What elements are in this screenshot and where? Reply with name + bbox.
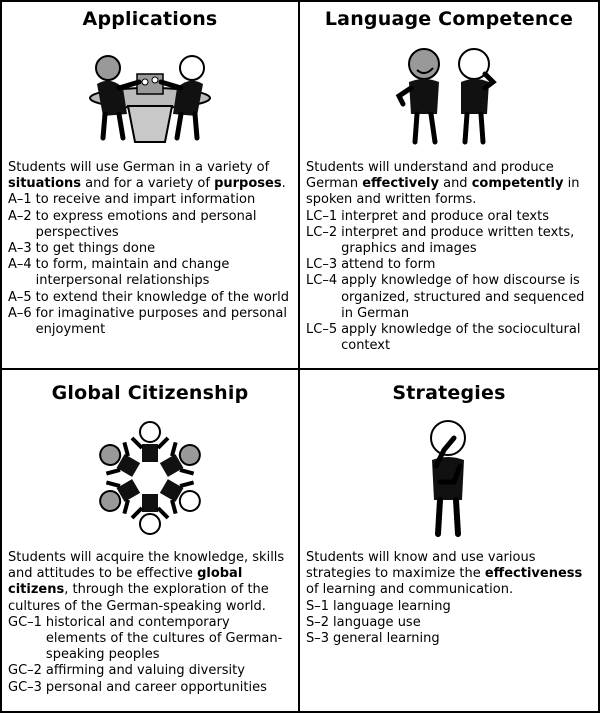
list-item: S–1 language learning: [306, 598, 451, 614]
global-citizenship-text: [8, 550, 294, 696]
applications-panel: [2, 2, 298, 368]
person-thinking-icon: [300, 416, 598, 541]
list-item: S–3 general learning: [306, 631, 440, 647]
list-item: LC–3 attend to form: [306, 257, 436, 273]
list-item: LC–1 interpret and produce oral texts: [306, 208, 549, 224]
list-item: A–1 to receive and impart information: [8, 192, 256, 208]
list-item: LC–5 apply knowledge of the sociocultural context: [306, 322, 581, 354]
global-citizenship-panel: [2, 370, 298, 711]
strategies-text: [306, 550, 594, 647]
strategies-intro: Students will know and use various strategies to maximize the effectiveness of learning and communication.: [306, 550, 583, 598]
global-citizenship-title: Global Citizenship: [51, 382, 249, 404]
applications-intro: Students will use German in a variety of situations and for a variety of purposes.: [8, 160, 286, 192]
two-people-talking-icon: [300, 44, 598, 149]
list-item: GC–3 personal and career opportunities: [8, 679, 267, 695]
two-people-working-at-table-icon: [2, 42, 298, 147]
language-competence-intro: Students will understand and produce German effectively and competently in spoken and written forms.: [306, 160, 580, 208]
list-item: A–3 to get things done: [8, 241, 156, 257]
language-competence-title: Language Competence: [324, 8, 574, 30]
list-item: LC–2 interpret and produce written texts, graphics and images: [306, 224, 575, 257]
strategies-title: Strategies: [392, 382, 506, 404]
applications-title: Applications: [82, 8, 218, 30]
strategies-panel: [300, 370, 598, 711]
list-item: A–4 to form, maintain and change interpersonal relationships: [8, 257, 230, 289]
list-item: GC–2 affirming and valuing diversity: [8, 663, 245, 679]
language-competence-panel: [300, 2, 598, 368]
applications-text: [8, 160, 294, 338]
global-citizenship-intro: Students will acquire the knowledge, skills and attitudes to be effective global citizens, through the exploration of the cultures of the German-speaking world.: [8, 550, 285, 614]
language-competence-text: [306, 160, 594, 354]
list-item: A–2 to express emotions and personal perspectives: [8, 208, 257, 240]
list-item: S–2 language use: [306, 614, 421, 630]
list-item: A–6 for imaginative purposes and personal enjoyment: [8, 305, 287, 338]
list-item: A–5 to extend their knowledge of the world: [8, 289, 289, 305]
list-item: LC–4 apply knowledge of how discourse is organized, structured and sequenced in German: [306, 273, 585, 321]
list-item: GC–1 historical and contemporary elements of the cultures of German-speaking peoples: [8, 614, 283, 663]
circle-of-people-icon: [2, 416, 298, 541]
